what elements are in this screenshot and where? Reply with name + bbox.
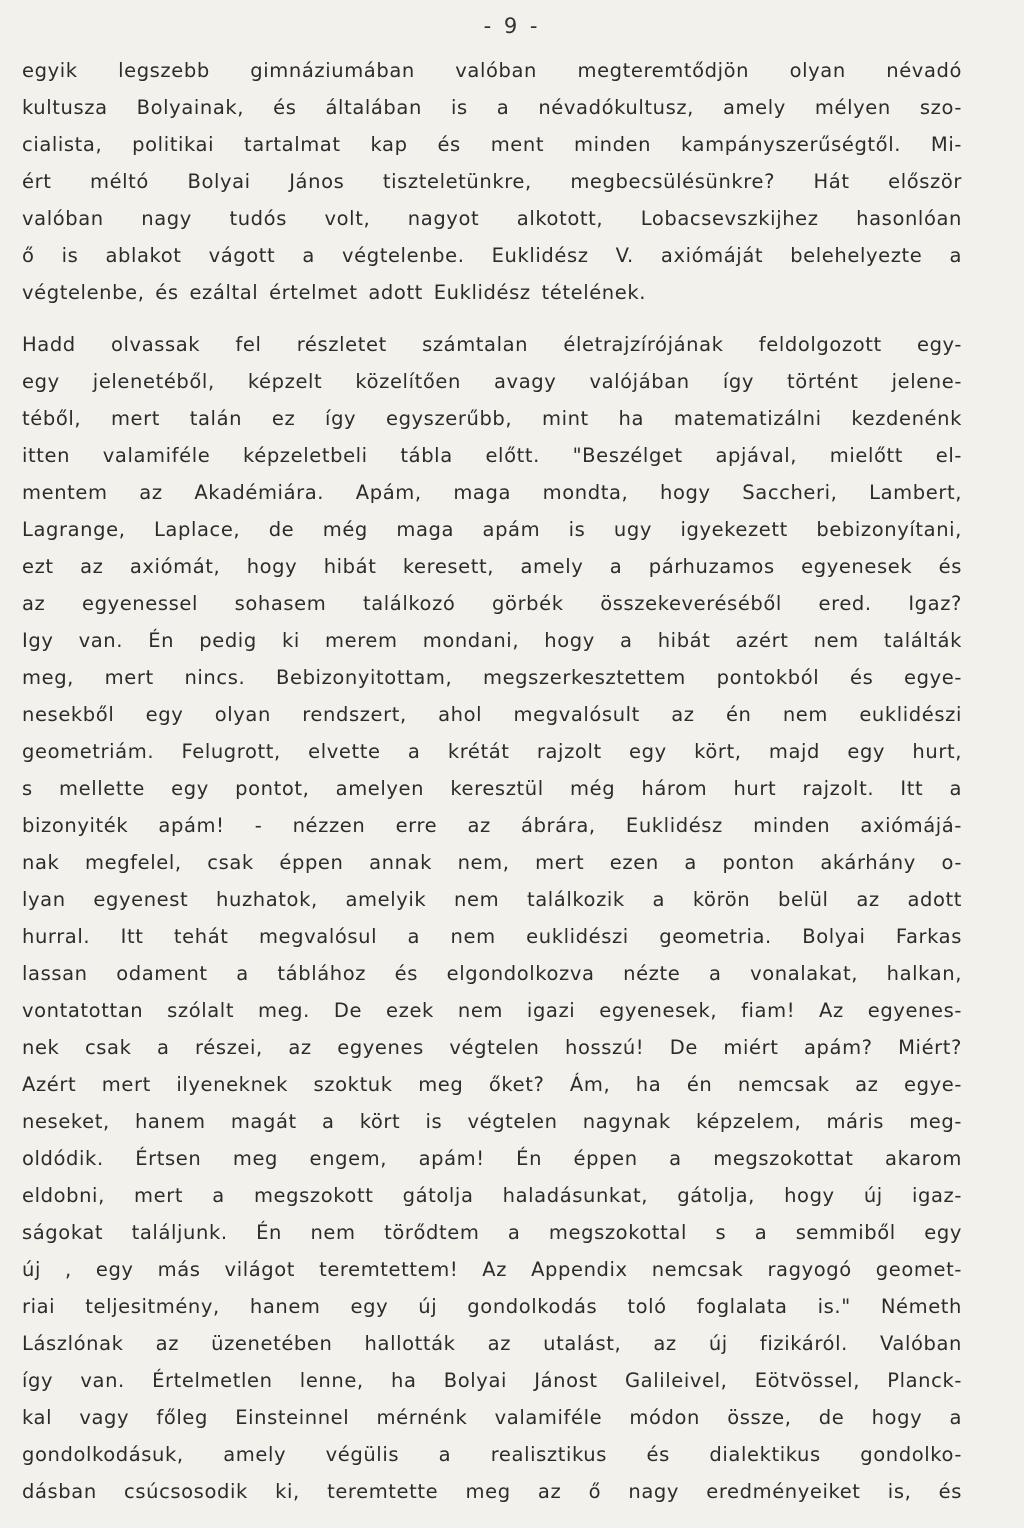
text-line: geometriám. Felugrott, elvette a krétát rajzolt egy kört, majd egy hurt, xyxy=(22,740,962,763)
text-line: ságokat találjunk. Én nem törődtem a megszokottal s a semmiből egy xyxy=(22,1221,962,1244)
text-line: ért méltó Bolyai János tiszteletünkre, megbecsülésünkre? Hát először xyxy=(22,170,962,193)
text-line: itten valamiféle képzeletbeli tábla előtt. "Beszélget apjával, mielőtt el- xyxy=(22,444,962,467)
text-line: neseket, hanem magát a kört is végtelen nagynak képzelem, máris meg- xyxy=(22,1110,962,1133)
text-line: cialista, politikai tartalmat kap és ment minden kampányszerűségtől. Mi- xyxy=(22,133,962,156)
text-line: téből, mert talán ez így egyszerűbb, mint ha matematizálni kezdenénk xyxy=(22,407,962,430)
text-line: egy jelenetéből, képzelt közelítően avagy valójában így történt jelene- xyxy=(22,370,962,393)
text-line: riai teljesitmény, hanem egy új gondolkodás toló foglalata is." Németh xyxy=(22,1295,962,1318)
text-line: gondolkodásuk, amely végülis a realisztikus és dialektikus gondolko- xyxy=(22,1443,962,1466)
text-line: ő is ablakot vágott a végtelenbe. Euklidész V. axiómáját belehelyezte a xyxy=(22,244,962,267)
text-line: lyan egyenest huzhatok, amelyik nem találkozik a körön belül az adott xyxy=(22,888,962,911)
text-line: kal vagy főleg Einsteinnel mérnénk valamiféle módon össze, de hogy a xyxy=(22,1406,962,1429)
text-line: így van. Értelmetlen lenne, ha Bolyai Jánost Galileivel, Eötvössel, Planck- xyxy=(22,1369,962,1392)
text-line: Lászlónak az üzenetében hallották az utalást, az új fizikáról. Valóban xyxy=(22,1332,962,1355)
text-line: lassan odament a táblához és elgondolkozva nézte a vonalakat, halkan, xyxy=(22,962,962,985)
text-line: új , egy más világot teremtettem! Az Appendix nemcsak ragyogó geomet- xyxy=(22,1258,962,1281)
page-number: - 9 - xyxy=(483,14,541,38)
text-line: egyik legszebb gimnáziumában valóban megteremtődjön olyan névadó xyxy=(22,59,962,82)
text-line: Azért mert ilyeneknek szoktuk meg őket? Ám, ha én nemcsak az egye- xyxy=(22,1073,962,1096)
text-line: vontatottan szólalt meg. De ezek nem igazi egyenesek, fiam! Az egyenes- xyxy=(22,999,962,1022)
text-line: Igy van. Én pedig ki merem mondani, hogy a hibát azért nem találták xyxy=(22,629,962,652)
text-line: eldobni, mert a megszokott gátolja haladásunkat, gátolja, hogy új igaz- xyxy=(22,1184,962,1207)
text-line: nak megfelel, csak éppen annak nem, mert ezen a ponton akárhány o- xyxy=(22,851,962,874)
text-line: az egyenessel sohasem találkozó görbék összekeveréséből ered. Igaz? xyxy=(22,592,962,615)
text-line: valóban nagy tudós volt, nagyot alkotott, Lobacsevszkijhez hasonlóan xyxy=(22,207,962,230)
text-line: nek csak a részei, az egyenes végtelen hosszú! De miért apám? Miért? xyxy=(22,1036,962,1059)
text-line: végtelenbe, és ezáltal értelmet adott Euklidész tételének. xyxy=(22,281,647,304)
text-line: bizonyiték apám! - nézzen erre az ábrára, Euklidész minden axiómájá- xyxy=(22,814,962,837)
text-line: Hadd olvassak fel részletet számtalan életrajzírójának feldolgozott egy- xyxy=(22,333,962,356)
text-line: kultusza Bolyainak, és általában is a névadókultusz, amely mélyen szo- xyxy=(22,96,962,119)
text-line: nesekből egy olyan rendszert, ahol megvalósult az én nem euklidészi xyxy=(22,703,962,726)
text-line: hurral. Itt tehát megvalósul a nem euklidészi geometria. Bolyai Farkas xyxy=(22,925,962,948)
text-line: dásban csúcsosodik ki, teremtette meg az ő nagy eredményeiket is, és xyxy=(22,1480,962,1503)
text-line: oldódik. Értsen meg engem, apám! Én éppen a megszokottat akarom xyxy=(22,1147,962,1170)
text-line: mentem az Akadémiára. Apám, maga mondta, hogy Saccheri, Lambert, xyxy=(22,481,962,504)
text-line: meg, mert nincs. Bebizonyitottam, megszerkesztettem pontokból és egye- xyxy=(22,666,962,689)
text-line: ezt az axiómát, hogy hibát keresett, amely a párhuzamos egyenesek és xyxy=(22,555,962,578)
text-line: Lagrange, Laplace, de még maga apám is ugy igyekezett bebizonyítani, xyxy=(22,518,962,541)
text-line: s mellette egy pontot, amelyen keresztül még három hurt rajzolt. Itt a xyxy=(22,777,962,800)
